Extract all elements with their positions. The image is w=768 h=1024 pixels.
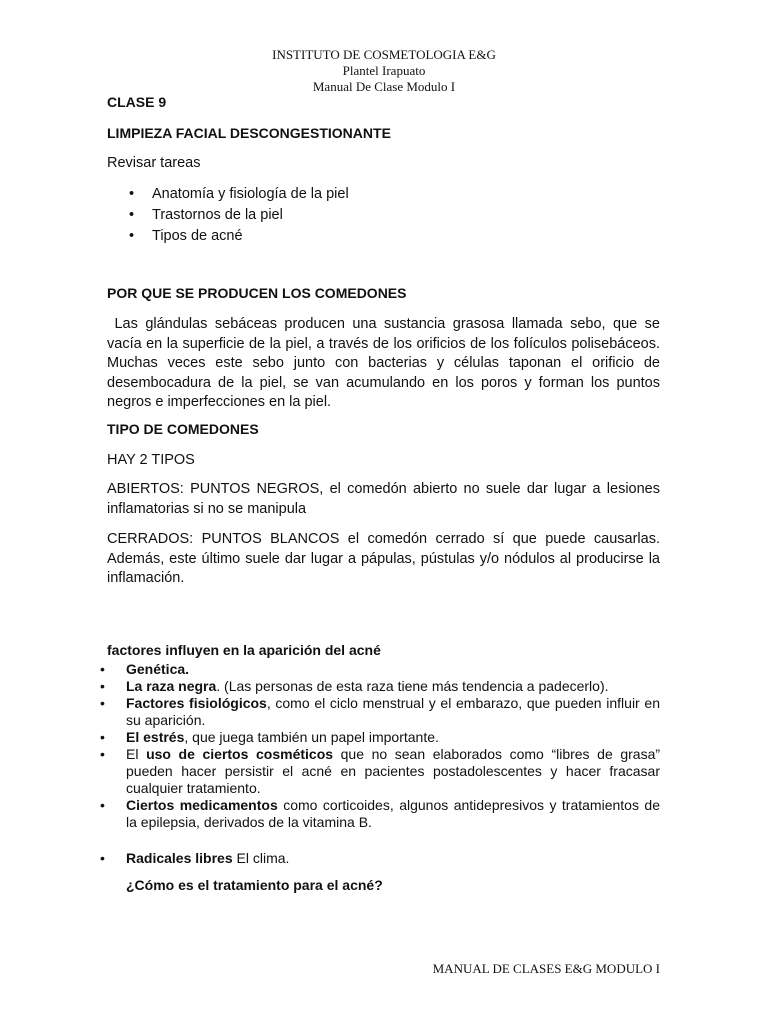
factors-heading: factores influyen en la aparición del acné	[107, 642, 381, 658]
list-item: • Tipos de acné	[107, 226, 667, 247]
list-item: • El estrés, que juega también un papel importante.	[100, 729, 439, 745]
campus-name: Plantel Irapuato	[342, 63, 426, 78]
comedones-paragraph: Las glándulas sebáceas producen una sustancia grasosa llamada sebo, que se vacía en la superficie de la piel, a través de los orificios de los folículos polisebáceos. Muchas veces este sebo junto con bacterias y células taponan el orificio de desembocadura de la piel, se van acumulando en los poros y forman los puntos negros e imperfecciones en la piel.	[107, 316, 665, 410]
factors-list-continued	[100, 850, 660, 867]
review-label: Revisar tareas	[107, 155, 201, 171]
list-item: • Genética.	[100, 661, 190, 677]
manual-name: Manual De Clase Modulo I	[312, 79, 456, 94]
bullet-icon: •	[100, 695, 105, 711]
bullet-icon: •	[100, 797, 105, 813]
document-header	[0, 47, 768, 95]
closed-comedones-paragraph: CERRADOS: PUNTOS BLANCOS el comedón cerrado sí que puede causarlas. Además, este último suele dar lugar a pápulas, pústulas y/o nódulos al producirse la inflamación.	[107, 531, 660, 586]
bullet-icon: •	[129, 186, 135, 202]
bullet-icon: •	[100, 678, 105, 694]
bullet-icon: •	[100, 850, 105, 866]
comedones-heading: POR QUE SE PRODUCEN LOS COMEDONES	[107, 285, 407, 301]
class-title: CLASE 9	[107, 94, 167, 110]
list-item: • Radicales libres El clima.	[100, 850, 290, 866]
list-item: • Ciertos medicamentos como corticoides, algunos antidepresivos y tratamientos de la epilepsia, derivados de la vitamina B.	[100, 797, 660, 830]
bullet-icon: •	[129, 207, 135, 223]
bullet-icon: •	[129, 228, 135, 244]
types-heading: TIPO DE COMEDONES	[107, 421, 259, 437]
open-comedones-paragraph: ABIERTOS: PUNTOS NEGROS, el comedón abierto no suele dar lugar a lesiones inflamatorias si no se manipula	[107, 481, 660, 517]
list-item: • La raza negra. (Las personas de esta raza tiene más tendencia a padecerlo).	[100, 678, 609, 694]
page-footer: MANUAL DE CLASES E&G MODULO I	[432, 961, 660, 976]
review-list	[107, 184, 667, 247]
types-count: HAY 2 TIPOS	[107, 452, 195, 468]
list-item: • Trastornos de la piel	[107, 205, 667, 226]
bullet-icon: •	[100, 661, 105, 677]
list-item: • Factores fisiológicos, como el ciclo menstrual y el embarazo, que pueden influir en su aparición.	[100, 695, 660, 728]
factors-list	[100, 661, 661, 831]
bullet-icon: •	[100, 746, 105, 762]
list-item: • Anatomía y fisiología de la piel	[107, 184, 667, 205]
institute-name: INSTITUTO DE COSMETOLOGIA E&G	[272, 47, 496, 62]
treatment-question: ¿Cómo es el tratamiento para el acné?	[126, 877, 383, 893]
list-item: • El uso de ciertos cosméticos que no sean elaborados como “libres de grasa” pueden hacer persistir el acné en pacientes postadolescentes y hacer fracasar cualquier tratamiento.	[100, 746, 661, 796]
bullet-icon: •	[100, 729, 105, 745]
lesson-title: LIMPIEZA FACIAL DESCONGESTIONANTE	[107, 125, 391, 141]
